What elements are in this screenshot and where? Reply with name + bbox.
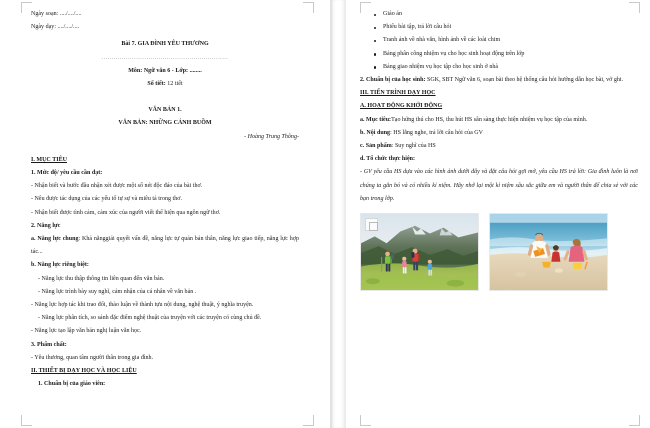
margin-mark-bottom-left (360, 415, 371, 426)
list-item: - Nhận biết được tình cảm, cảm xúc của người viết thể hiện qua ngôn ngữ thơ. (31, 209, 221, 216)
objective-paragraph (360, 114, 638, 127)
subject-line: Môn: Ngữ văn 6 - Lớp: ........ (128, 67, 202, 74)
list-item: - Năng lực trình bày suy nghĩ, cảm nhận của cá nhân về văn bản . (38, 288, 197, 295)
content-paragraph (360, 127, 638, 140)
figure-row (360, 213, 638, 291)
subheading-teacher-prep: 1. Chuẩn bị của giáo viên: (38, 381, 106, 388)
teacher-materials-list (360, 8, 638, 74)
objective-label: a. Mục tiêu: (360, 116, 392, 123)
activity-instruction-text: - GV yêu cầu HS dựa vào các hình ảnh dưới đây và đặt câu hỏi gợi mở, yêu cầu HS trả lời: Gia đình luôn là nơi chúng ta gắn bó và có nhiều kỉ niệm. Hãy nhớ lại một kỉ niệm sâu sắc giữa em và người thân để chia sẻ với các bạn trong lớp. (360, 169, 638, 202)
qualities-text: - Yêu thương, quan tâm người thân trong gia đình. (31, 354, 154, 361)
margin-mark-top-right (303, 2, 314, 13)
list-item: - Năng lực hợp tác khi trao đổi, thảo luận về thành tựu nội dung, nghệ thuật, ý nghĩa truyện. (31, 302, 254, 309)
list-item: - Năng lực phân tích, so sánh đặc điểm nghệ thuật của truyện với các truyện có cùng chủ đề. (38, 315, 262, 322)
date-prepared-line: Ngày soạn: ..../..../.... (31, 11, 82, 17)
author-credit: - Hoàng Trung Thông- (244, 133, 299, 140)
page-right-content (360, 8, 638, 291)
image-placeholder-badge-icon (365, 218, 378, 231)
content-label: b. Nội dung (360, 129, 391, 136)
product-label: c. Sản phẩm (360, 143, 392, 150)
list-item: Tranh ảnh về nhà văn, hình ảnh về các loài chim (383, 34, 638, 47)
section-heading-objectives: I. MỤC TIÊU (31, 156, 67, 163)
list-item: - Năng lực tạo lập văn bản nghị luận văn học. (31, 328, 142, 335)
section-heading-warmup: A. HOẠT ĐỘNG KHỞI ĐỘNG (360, 103, 443, 110)
dotted-rule: .............................................................. (101, 54, 229, 61)
periods-value: 12 tiết (167, 81, 183, 88)
general-competency-paragraph (31, 233, 299, 259)
lesson-title: Bài 7. GIA ĐÌNH YÊU THƯƠNG (121, 41, 209, 48)
product-paragraph (360, 140, 638, 153)
list-item: Phiếu bài tập, trả lời câu hỏi (383, 21, 638, 34)
periods-label: Số tiết: (147, 81, 166, 88)
list-item: Bảng giao nhiệm vụ học tập cho học sinh ở nhà (383, 61, 638, 74)
objective-text: Tạo hứng thú cho HS, thu hút HS sẵn sàng thực hiện nhiệm vụ học tập của mình. (391, 116, 588, 123)
text-heading-1: VĂN BẢN 1. (148, 107, 182, 114)
list-item: - Nhận biết và bước đầu nhận xét được một số nét độc đáo của bài thơ. (31, 183, 203, 190)
student-prep-label: 2. Chuẩn bị của học sinh: (360, 77, 426, 84)
date-taught-line: Ngày dạy: ..../..../.... (31, 24, 80, 31)
subheading-qualities: 3. Phẩm chất: (31, 341, 67, 348)
student-prep-text: SGK, SBT Ngữ văn 6, soạn bài theo hệ thống câu hỏi hướng dẫn học bài, vở ghi. (425, 77, 624, 84)
margin-mark-bottom-right (303, 415, 314, 426)
list-item: - Nêu được tác dụng của các yếu tố tự sự và miêu tả trong thơ. (31, 196, 182, 203)
margin-mark-bottom-left (21, 415, 32, 426)
periods-line (31, 78, 299, 91)
student-prep-paragraph (360, 74, 638, 87)
list-item: Giáo án (383, 8, 638, 21)
text-heading-2: VĂN BẢN: NHỮNG CÁNH BUỒM (118, 120, 212, 127)
general-competency-text: : Khả nănggiải quyết vấn đề, năng lực tự quản bản thân, năng lực giao tiếp, năng lực hợp tác... (31, 236, 299, 256)
margin-mark-bottom-right (629, 415, 640, 426)
list-item: - Năng lực thu thập thông tin liên quan đến văn bản. (38, 275, 165, 282)
subheading-specific-competencies: b. Năng lực riêng biệt: (31, 262, 89, 269)
subheading-requirements: 1. Mức độ/ yêu cầu cần đạt: (31, 170, 103, 177)
section-heading-equipment: II. THIẾT BỊ DẠY HỌC VÀ HỌC LIỆU (31, 368, 137, 375)
subheading-competencies: 2. Năng lực (31, 222, 61, 229)
page-left-content (31, 8, 299, 391)
list-item: Bảng phân công nhiệm vụ cho học sinh hoạt động trên lớp (383, 48, 638, 61)
general-competency-label: a. Năng lực chung (31, 236, 79, 243)
section-heading-process: III. TIẾN TRÌNH DẠY HỌC (360, 90, 436, 97)
family-beach-sand-photo (489, 213, 608, 291)
content-text: : HS lắng nghe, trả lời câu hỏi của GV (390, 129, 483, 136)
implementation-label: d. Tổ chức thực hiện: (360, 156, 416, 163)
product-text: : Suy nghĩ của HS (391, 143, 436, 150)
document-page-right[interactable] (346, 0, 649, 428)
family-hiking-mountain-photo (360, 213, 479, 291)
page-gutter-divider (330, 0, 346, 428)
